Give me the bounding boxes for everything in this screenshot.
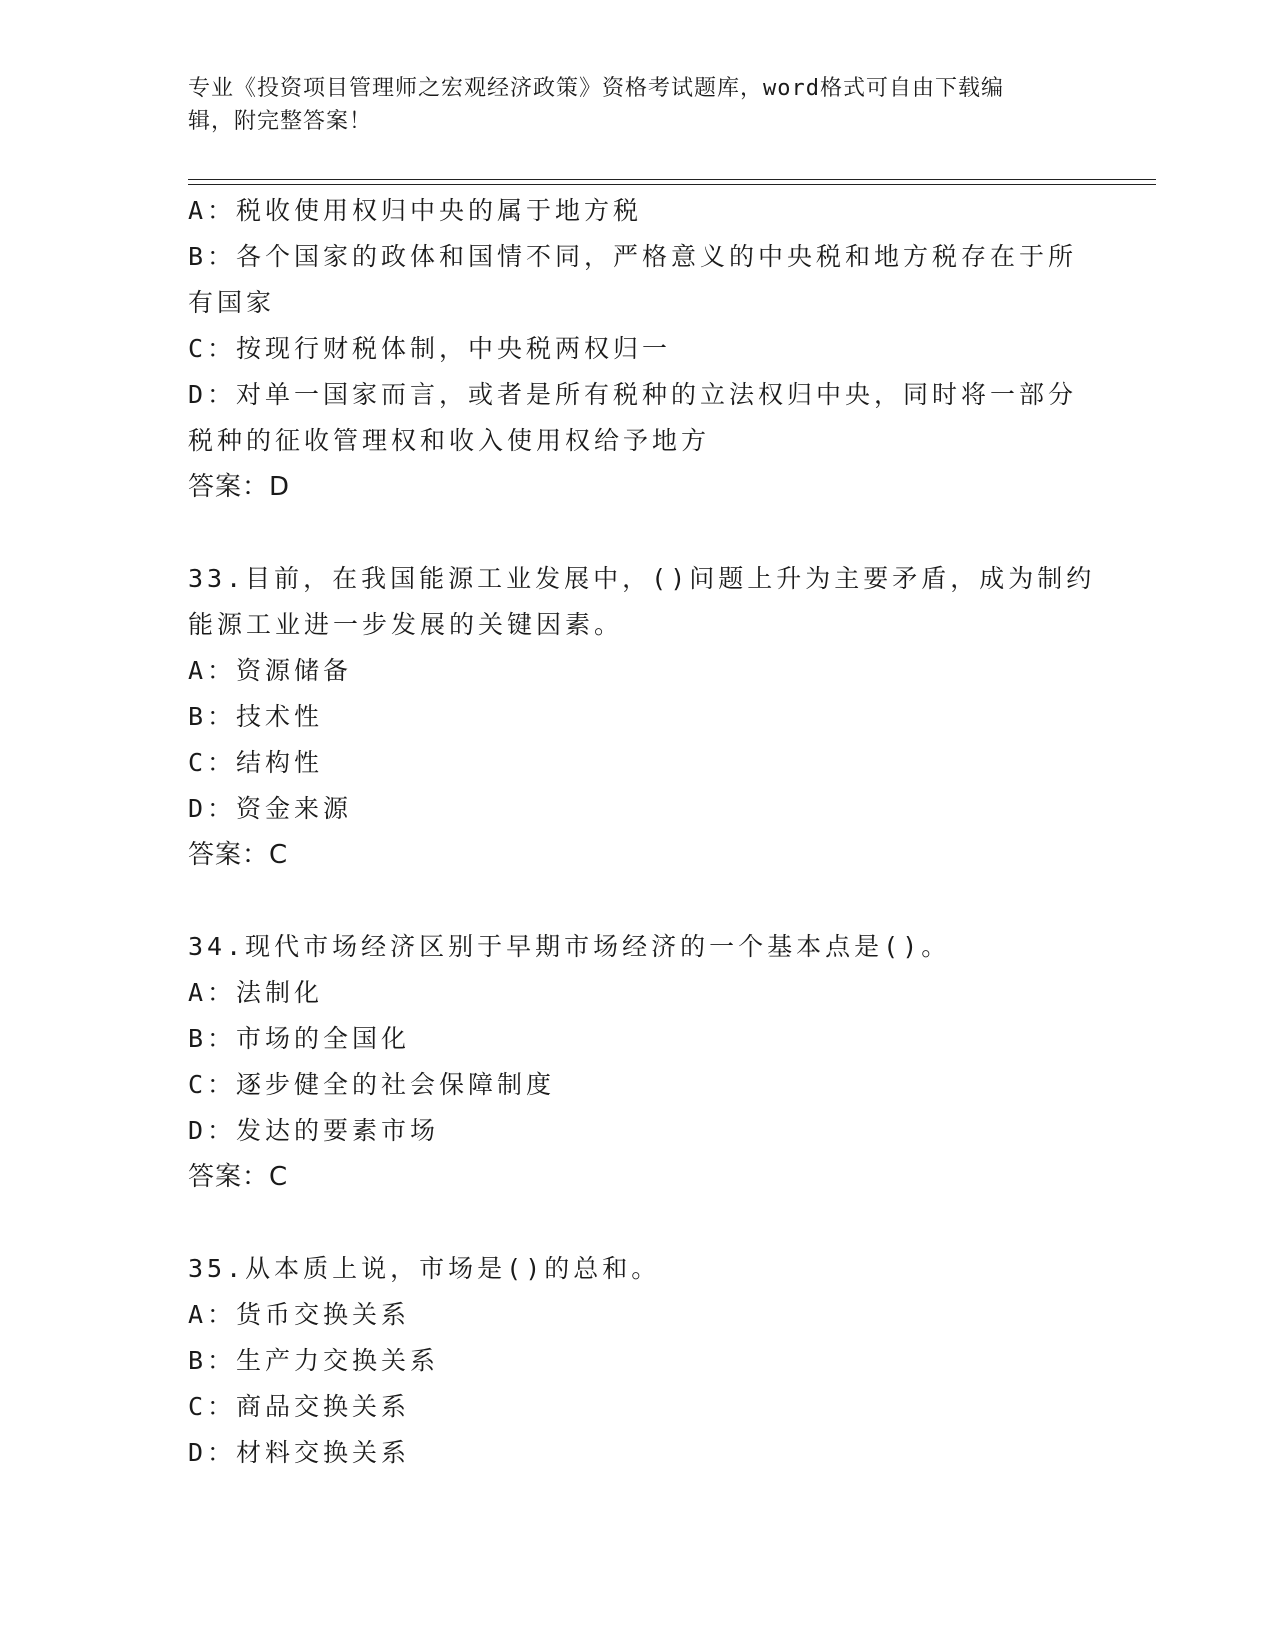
q35-option-b: B：生产力交换关系 (188, 1346, 440, 1375)
q33-option-b: B：技术性 (188, 702, 324, 731)
header-divider-bottom (188, 184, 1156, 185)
q34-option-b: B：市场的全国化 (188, 1024, 411, 1053)
q32-answer: 答案：D (188, 472, 291, 502)
question-33-block (188, 556, 1096, 878)
q33-option-a: A：资源储备 (188, 656, 353, 685)
q35-option-d: D：材料交换关系 (188, 1438, 411, 1467)
q32-option-d-line-2: 税种的征收管理权和收入使用权给予地方 (188, 426, 711, 455)
q33-answer: 答案：C (188, 840, 289, 870)
q32-option-c: C：按现行财税体制，中央税两权归一 (188, 334, 672, 363)
q32-option-d-line-1: D：对单一国家而言，或者是所有税种的立法权归中央，同时将一部分 (188, 380, 1078, 409)
q35-option-c: C：商品交换关系 (188, 1392, 411, 1421)
q34-option-c: C：逐步健全的社会保障制度 (188, 1070, 556, 1099)
q33-stem-line-1: 33.目前，在我国能源工业发展中，()问题上升为主要矛盾，成为制约 (188, 564, 1096, 593)
q34-option-a: A：法制化 (188, 978, 324, 1007)
q33-stem-line-2: 能源工业进一步发展的关键因素。 (188, 610, 624, 639)
q33-option-d: D：资金来源 (188, 794, 353, 823)
header-divider-top (188, 179, 1156, 180)
q32-option-a: A：税收使用权归中央的属于地方税 (188, 196, 643, 225)
q35-option-a: A：货币交换关系 (188, 1300, 411, 1329)
q33-option-c: C：结构性 (188, 748, 324, 777)
question-content (188, 188, 1096, 1476)
spacer (188, 878, 1088, 924)
q34-answer: 答案：C (188, 1162, 289, 1192)
header-line-1: 专业《投资项目管理师之宏观经济政策》资格考试题库，word格式可自由下载编 (188, 76, 1004, 101)
question-32-block (188, 188, 1088, 510)
question-35-block (188, 1246, 1088, 1476)
question-34-block (188, 924, 1088, 1200)
header-line-2: 辑，附完整答案！ (188, 109, 373, 134)
q32-option-b-line-1: B：各个国家的政体和国情不同，严格意义的中央税和地方税存在于所 (188, 242, 1078, 271)
q35-stem: 35.从本质上说，市场是()的总和。 (188, 1254, 661, 1283)
q32-option-b-line-2: 有国家 (188, 288, 276, 317)
spacer (188, 1200, 1088, 1246)
spacer (188, 510, 1088, 556)
document-header (188, 72, 1088, 138)
q34-stem: 34.现代市场经济区别于早期市场经济的一个基本点是()。 (188, 932, 951, 961)
q34-option-d: D：发达的要素市场 (188, 1116, 440, 1145)
